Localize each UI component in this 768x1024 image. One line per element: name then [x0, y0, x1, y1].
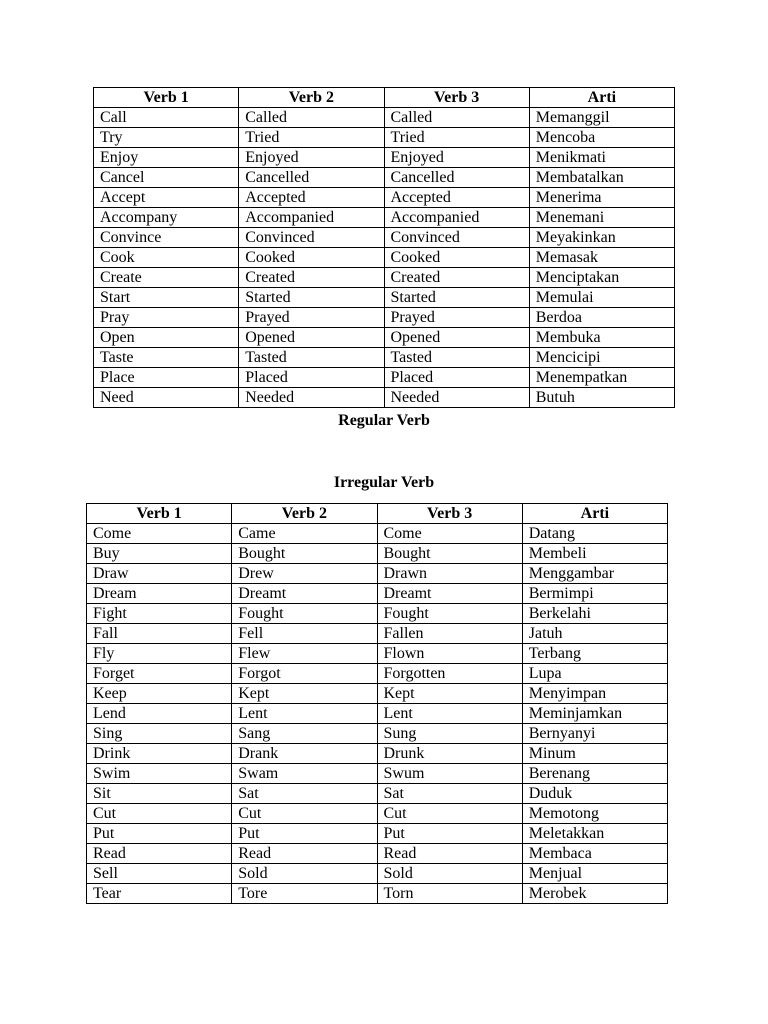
verb-1-cell: Forget [87, 664, 232, 684]
arti-cell: Menyimpan [522, 684, 667, 704]
arti-cell: Menikmati [529, 148, 674, 168]
verb-2-cell: Cancelled [239, 168, 384, 188]
arti-cell: Menemani [529, 208, 674, 228]
arti-cell: Menggambar [522, 564, 667, 584]
table-row [87, 584, 668, 604]
verb-2-cell: Tore [232, 884, 377, 904]
arti-cell: Membeli [522, 544, 667, 564]
verb-1-cell: Buy [87, 544, 232, 564]
table-row [87, 684, 668, 704]
verb-3-cell: Convinced [384, 228, 529, 248]
verb-3-cell: Flown [377, 644, 522, 664]
verb-1-cell: Sell [87, 864, 232, 884]
table-row [87, 664, 668, 684]
verb-3-cell: Swum [377, 764, 522, 784]
verb-3-cell: Started [384, 288, 529, 308]
verb-1-cell: Start [94, 288, 239, 308]
verb-3-cell: Dreamt [377, 584, 522, 604]
table-row [87, 744, 668, 764]
arti-cell: Meletakkan [522, 824, 667, 844]
verb-3-cell: Opened [384, 328, 529, 348]
verb-3-cell: Lent [377, 704, 522, 724]
verb-3-cell: Sold [377, 864, 522, 884]
verb-2-cell: Fought [232, 604, 377, 624]
verb-2-cell: Sold [232, 864, 377, 884]
verb-1-cell: Lend [87, 704, 232, 724]
verb-2-cell: Bought [232, 544, 377, 564]
verb-2-cell: Drew [232, 564, 377, 584]
table-row [94, 248, 675, 268]
verb-1-cell: Need [94, 388, 239, 408]
arti-cell: Mencoba [529, 128, 674, 148]
arti-cell: Memotong [522, 804, 667, 824]
verb-3-cell: Put [377, 824, 522, 844]
verb-2-cell: Cut [232, 804, 377, 824]
verb-2-cell: Placed [239, 368, 384, 388]
verb-2-cell: Opened [239, 328, 384, 348]
table-row [87, 544, 668, 564]
arti-cell: Butuh [529, 388, 674, 408]
verb-2-cell: Convinced [239, 228, 384, 248]
verb-2-cell: Tried [239, 128, 384, 148]
verb-1-cell: Place [94, 368, 239, 388]
arti-cell: Memulai [529, 288, 674, 308]
verb-3-cell: Accompanied [384, 208, 529, 228]
arti-cell: Menempatkan [529, 368, 674, 388]
verb-3-cell: Come [377, 524, 522, 544]
arti-cell: Membuka [529, 328, 674, 348]
arti-cell: Jatuh [522, 624, 667, 644]
verb-1-cell: Cancel [94, 168, 239, 188]
verb-2-cell: Read [232, 844, 377, 864]
verb-3-cell: Cancelled [384, 168, 529, 188]
arti-cell: Bernyanyi [522, 724, 667, 744]
table-row [87, 624, 668, 644]
table-row [87, 764, 668, 784]
table-row [87, 784, 668, 804]
arti-cell: Meyakinkan [529, 228, 674, 248]
verb-3-cell: Sung [377, 724, 522, 744]
verb-1-cell: Fight [87, 604, 232, 624]
verb-3-cell: Fought [377, 604, 522, 624]
verb-3-cell: Called [384, 108, 529, 128]
verb-2-cell: Forgot [232, 664, 377, 684]
verb-1-cell: Come [87, 524, 232, 544]
arti-cell: Berenang [522, 764, 667, 784]
arti-cell: Memasak [529, 248, 674, 268]
verb-1-cell: Dream [87, 584, 232, 604]
arti-cell: Meminjamkan [522, 704, 667, 724]
verb-2-cell: Put [232, 824, 377, 844]
verb-1-cell: Drink [87, 744, 232, 764]
verb-3-cell: Torn [377, 884, 522, 904]
arti-cell: Duduk [522, 784, 667, 804]
verb-2-cell: Lent [232, 704, 377, 724]
arti-cell: Lupa [522, 664, 667, 684]
table-row [94, 168, 675, 188]
table-header-row [94, 88, 675, 108]
verb-1-cell: Cook [94, 248, 239, 268]
arti-cell: Mencicipi [529, 348, 674, 368]
table-row [87, 864, 668, 884]
table-row [87, 524, 668, 544]
verb-1-cell: Try [94, 128, 239, 148]
table-header-row [87, 504, 668, 524]
table-row [94, 368, 675, 388]
table-row [87, 704, 668, 724]
irregular-verb-caption: Irregular Verb [333, 474, 435, 491]
verb-1-cell: Fly [87, 644, 232, 664]
header-arti: Arti [522, 504, 667, 524]
header-verb-2: Verb 2 [232, 504, 377, 524]
verb-1-cell: Tear [87, 884, 232, 904]
verb-2-cell: Accompanied [239, 208, 384, 228]
verb-3-cell: Drawn [377, 564, 522, 584]
verb-2-cell: Fell [232, 624, 377, 644]
verb-3-cell: Accepted [384, 188, 529, 208]
verb-3-cell: Bought [377, 544, 522, 564]
table-row [87, 604, 668, 624]
table-row [94, 188, 675, 208]
verb-3-cell: Forgotten [377, 664, 522, 684]
header-verb-2: Verb 2 [239, 88, 384, 108]
arti-cell: Berdoa [529, 308, 674, 328]
verb-1-cell: Sing [87, 724, 232, 744]
arti-cell: Menjual [522, 864, 667, 884]
verb-2-cell: Accepted [239, 188, 384, 208]
verb-3-cell: Cut [377, 804, 522, 824]
verb-2-cell: Cooked [239, 248, 384, 268]
table-row [94, 228, 675, 248]
arti-cell: Merobek [522, 884, 667, 904]
verb-1-cell: Taste [94, 348, 239, 368]
verb-1-cell: Accept [94, 188, 239, 208]
verb-3-cell: Placed [384, 368, 529, 388]
regular-verb-rows [94, 108, 675, 408]
table-row [94, 288, 675, 308]
verb-2-cell: Flew [232, 644, 377, 664]
table-row [87, 644, 668, 664]
table-row [94, 308, 675, 328]
irregular-verb-table [86, 503, 668, 904]
irregular-verb-rows [87, 524, 668, 904]
table-row [94, 348, 675, 368]
table-row [87, 804, 668, 824]
verb-3-cell: Needed [384, 388, 529, 408]
verb-1-cell: Draw [87, 564, 232, 584]
verb-2-cell: Kept [232, 684, 377, 704]
verb-3-cell: Drunk [377, 744, 522, 764]
regular-verb-caption: Regular Verb [338, 412, 430, 429]
table-row [94, 268, 675, 288]
header-verb-3: Verb 3 [377, 504, 522, 524]
header-verb-1: Verb 1 [87, 504, 232, 524]
arti-cell: Bermimpi [522, 584, 667, 604]
verb-3-cell: Cooked [384, 248, 529, 268]
header-arti: Arti [529, 88, 674, 108]
arti-cell: Menerima [529, 188, 674, 208]
verb-1-cell: Open [94, 328, 239, 348]
arti-cell: Membatalkan [529, 168, 674, 188]
verb-2-cell: Sat [232, 784, 377, 804]
verb-1-cell: Read [87, 844, 232, 864]
verb-2-cell: Came [232, 524, 377, 544]
verb-1-cell: Create [94, 268, 239, 288]
table-row [87, 884, 668, 904]
verb-1-cell: Accompany [94, 208, 239, 228]
verb-1-cell: Enjoy [94, 148, 239, 168]
table-row [94, 108, 675, 128]
regular-verb-table [93, 87, 675, 408]
verb-3-cell: Created [384, 268, 529, 288]
verb-1-cell: Keep [87, 684, 232, 704]
verb-2-cell: Prayed [239, 308, 384, 328]
verb-1-cell: Fall [87, 624, 232, 644]
verb-1-cell: Sit [87, 784, 232, 804]
table-row [94, 128, 675, 148]
table-row [87, 724, 668, 744]
table-row [94, 208, 675, 228]
verb-1-cell: Cut [87, 804, 232, 824]
verb-3-cell: Sat [377, 784, 522, 804]
verb-2-cell: Drank [232, 744, 377, 764]
verb-1-cell: Call [94, 108, 239, 128]
verb-3-cell: Tasted [384, 348, 529, 368]
header-verb-3: Verb 3 [384, 88, 529, 108]
table-row [87, 824, 668, 844]
verb-1-cell: Put [87, 824, 232, 844]
verb-2-cell: Sang [232, 724, 377, 744]
verb-1-cell: Swim [87, 764, 232, 784]
verb-2-cell: Dreamt [232, 584, 377, 604]
arti-cell: Datang [522, 524, 667, 544]
arti-cell: Membaca [522, 844, 667, 864]
arti-cell: Terbang [522, 644, 667, 664]
verb-3-cell: Tried [384, 128, 529, 148]
verb-2-cell: Tasted [239, 348, 384, 368]
arti-cell: Berkelahi [522, 604, 667, 624]
arti-cell: Menciptakan [529, 268, 674, 288]
verb-3-cell: Fallen [377, 624, 522, 644]
verb-3-cell: Kept [377, 684, 522, 704]
verb-3-cell: Prayed [384, 308, 529, 328]
verb-2-cell: Swam [232, 764, 377, 784]
verb-1-cell: Convince [94, 228, 239, 248]
table-row [94, 328, 675, 348]
arti-cell: Minum [522, 744, 667, 764]
verb-2-cell: Created [239, 268, 384, 288]
verb-2-cell: Started [239, 288, 384, 308]
arti-cell: Memanggil [529, 108, 674, 128]
table-row [87, 564, 668, 584]
verb-2-cell: Enjoyed [239, 148, 384, 168]
verb-1-cell: Pray [94, 308, 239, 328]
table-row [87, 844, 668, 864]
verb-3-cell: Read [377, 844, 522, 864]
verb-3-cell: Enjoyed [384, 148, 529, 168]
verb-2-cell: Needed [239, 388, 384, 408]
header-verb-1: Verb 1 [94, 88, 239, 108]
table-row [94, 388, 675, 408]
verb-2-cell: Called [239, 108, 384, 128]
table-row [94, 148, 675, 168]
